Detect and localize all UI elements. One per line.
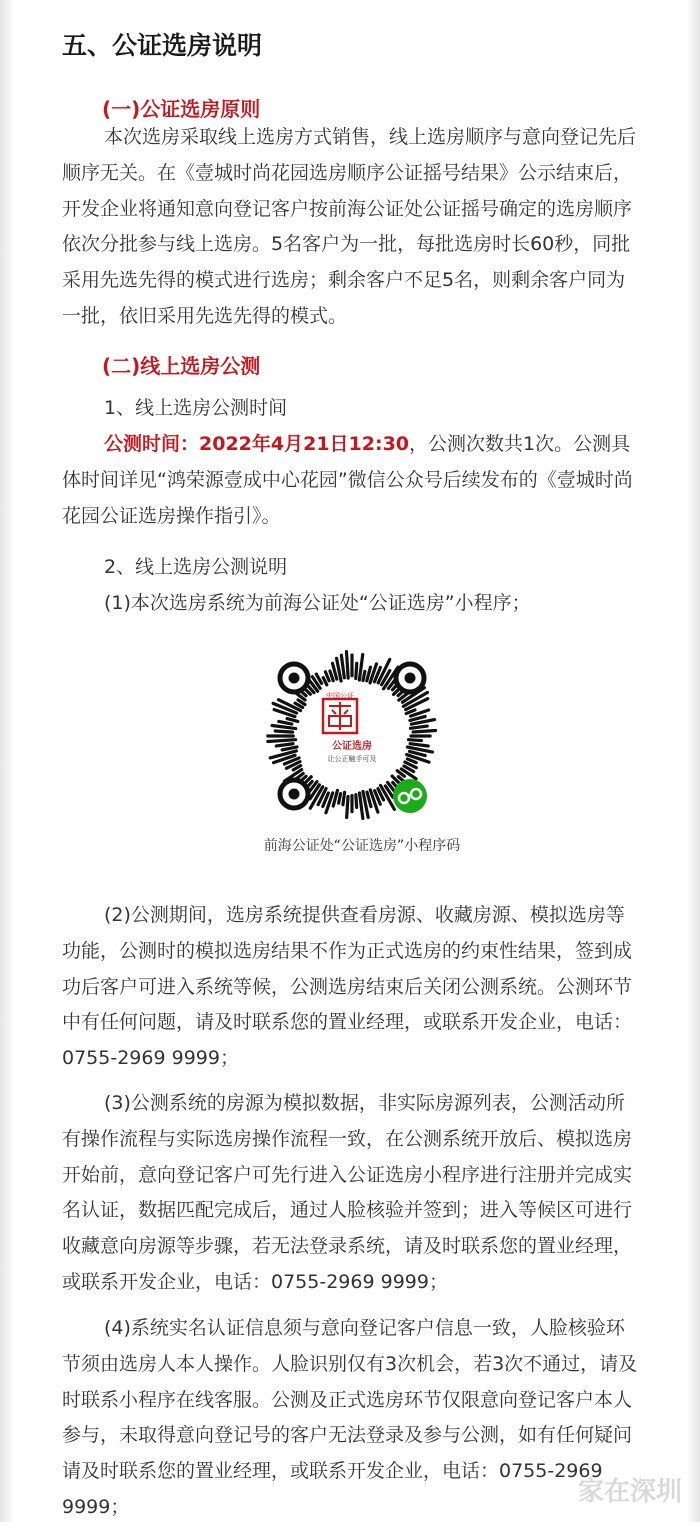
seal-text: 中国公证 <box>326 692 354 700</box>
qr-ray <box>363 671 365 680</box>
paragraph-principle: 本次选房采取线上选房方式销售，线上选房顺序与意向登记先后顺序无关。在《壹城时尚花园选房顺序公证摇号结果》公示结束后，开发企业将通知意向登记客户按前海公证处公证摇号确定的选房顺序依次分批参与线上选房。5名客户为一批，每批选房时长60秒，同批采用先选先得的模式进行选房；剩余客户不足5名，则剩余客户同为一批，依旧采用先选先得的模式。 <box>62 126 637 327</box>
right-shadow-edge <box>686 0 700 1522</box>
qr-ray <box>406 710 415 714</box>
qr-ray <box>276 744 293 746</box>
qr-ray <box>323 678 327 685</box>
watermark: 家在深圳 <box>577 1477 682 1507</box>
qr-finder-dot <box>289 673 300 684</box>
item-test-time: 1、线上选房公测时间 <box>104 397 288 419</box>
paragraph-2: (2)公测期间，选房系统提供查看房源、收藏房源、模拟选房等功能，公测时的模拟选房结果不作为正式选房的约束性结果，签到成功后客户可进入系统等候，公测选房结束后关闭公测系统。公测环节中有任何问题，请及时联系您的置业经理，或联系开发企业，电话：0755-2969 9999； <box>62 904 633 1070</box>
wechat-mini-program-icon <box>393 779 427 813</box>
qr-ray <box>356 663 357 678</box>
qr-ray <box>287 719 298 722</box>
paragraph-1: (1)本次选房系统为前海公证处“公证选房”小程序； <box>104 592 531 614</box>
test-time-highlight: 公测时间：2022年4月21日12:30 <box>104 433 410 455</box>
qr-ray <box>268 740 296 742</box>
test-time-detail: ，公测次数共1次。公测具体时间详见“鸿荣源壹成中心花园”微信公众号后续发布的《壹城时尚花园公证选房操作指引》。 <box>62 433 633 527</box>
qr-ray <box>346 652 348 679</box>
qr-ray <box>272 725 296 728</box>
paragraph-4: (4)系统实名认证信息须与意向登记客户信息一致，人脸核验环节须由选房人本人操作。人脸识别仅有3次机会，若3次不通过，请及时联系小程序在线客服。公测及正式选房环节仅限意向登记客户本人参与，未取得意向登记号的客户无法登录及参与公测，如有任何疑问请及时联系您的置业经理，或联系开发企业，电话：0755-2969 9999； <box>62 1317 638 1518</box>
qr-center-disk <box>302 686 402 786</box>
subheading-online-test: (二)线上选房公测 <box>102 354 261 378</box>
paragraph-test-time <box>62 427 640 534</box>
qr-ray <box>411 726 428 728</box>
qr-ray <box>275 731 292 732</box>
qr-ray <box>330 671 333 681</box>
qr-ray <box>359 793 362 818</box>
item-test-description: 2、线上选房公测说明 <box>104 556 288 578</box>
mini-program-code <box>260 644 444 828</box>
qr-ray <box>339 794 341 804</box>
qr-ray <box>359 655 362 680</box>
section-heading: 五、公证选房说明 <box>62 31 263 60</box>
qr-ray <box>410 744 428 746</box>
qr-ray <box>413 731 435 732</box>
subheading-principle: (一)公证选房原则 <box>102 97 261 121</box>
qr-ray <box>407 759 416 763</box>
left-shadow-edge <box>0 0 14 1522</box>
qr-slogan-text: 让公正触手可及 <box>327 755 377 763</box>
qr-ray <box>409 740 422 741</box>
qr-ray <box>282 747 297 750</box>
qr-ray <box>356 795 357 808</box>
qr-ray <box>343 792 345 804</box>
qr-finder-dot <box>289 789 300 800</box>
qr-ray <box>325 672 329 681</box>
qr-finder-dot <box>405 673 416 684</box>
qr-ray <box>341 655 344 678</box>
qr-brand-text: 公证选房 <box>332 741 372 752</box>
qr-ray <box>347 796 348 817</box>
qr-caption: 前海公证处“公证选房”小程序码 <box>263 838 461 854</box>
paragraph-3: (3)公测系统的房源为模拟数据，非实际房源列表，公测活动所有操作流程与实际选房操作流程一致，在公测系统开放后、模拟选房开始前，意向登记客户可先行进入公证选房小程序进行注册并完成实名认证，数据匹配完成后，通过人脸核验并签到；进入等候区可进行收藏意向房源等步骤，若无法登录系统，请及时联系您的置业经理，或联系开发企业，电话：0755-2969 9999； <box>62 1092 633 1293</box>
qr-ray <box>279 721 292 724</box>
